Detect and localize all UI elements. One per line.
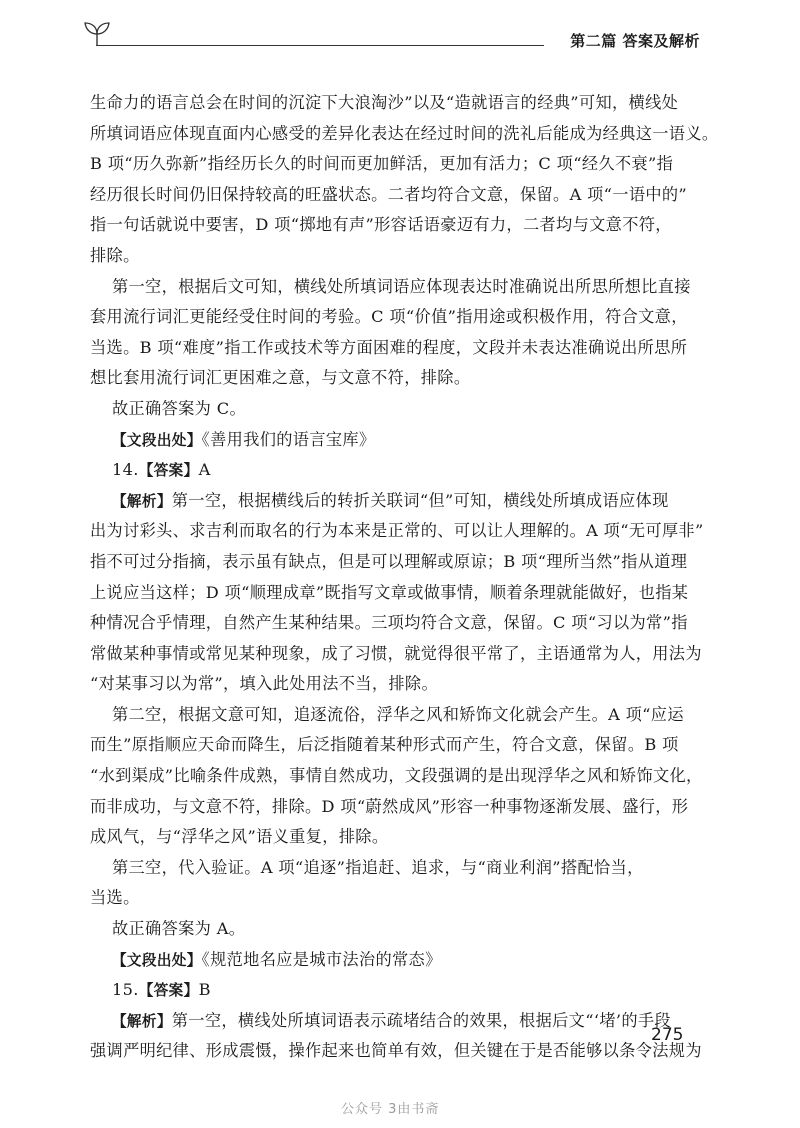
text-segment: 强调严明纪律、形成震慑，操作起来也简单有效，但关键在于是否能够以条令法规为 <box>90 1041 702 1061</box>
text-segment: 经历很长时间仍旧保持较高的旺盛状态。二者均符合文意，保留。A 项“一语中的” <box>90 184 688 204</box>
text-line <box>90 210 702 241</box>
section-label: 【文段出处】 <box>111 431 202 449</box>
text-segment: 当选。B 项“难度”指工作或技术等方面困难的程度，文段并未表达准确说出所思所 <box>90 337 688 357</box>
text-line <box>90 914 702 945</box>
text-line <box>90 669 702 700</box>
text-line <box>90 608 702 639</box>
text-segment: 排除。 <box>90 245 140 265</box>
text-line <box>90 180 702 211</box>
text-segment: A <box>198 460 211 480</box>
text-line <box>90 241 702 272</box>
text-line <box>90 883 702 914</box>
text-segment <box>90 491 112 510</box>
text-segment: 种情况合乎情理，自然产生某种结果。三项均符合文意，保留。C 项“习以为常”指 <box>90 613 688 633</box>
text-segment: 第二空，根据文意可知，追逐流俗，浮华之风和矫饰文化就会产生。A 项“应运 <box>90 704 684 724</box>
text-line <box>90 945 702 976</box>
section-label: 【答案】 <box>138 982 199 1000</box>
section-label: 【文段出处】 <box>111 951 202 969</box>
text-line <box>90 975 702 1006</box>
watermark: 公众号 3由书斋 <box>341 1102 440 1117</box>
text-line <box>90 700 702 731</box>
page-number: 275 <box>651 1025 684 1045</box>
text-segment: 第三空，代入验证。A 项“追逐”指追赶、追求，与“商业利润”搭配恰当， <box>90 857 644 877</box>
leaf-sprout-icon <box>82 20 112 46</box>
header-title: 第二篇 答案及解析 <box>570 32 700 50</box>
text-segment: B 项“历久弥新”指经历长久的时间而更加鲜活，更加有活力；C 项“经久不衰”指 <box>90 154 674 174</box>
text-line <box>90 88 702 119</box>
text-line <box>90 761 702 792</box>
text-segment: 成风气，与“浮华之风”语义重复，排除。 <box>90 827 389 847</box>
text-line <box>90 730 702 761</box>
text-segment: 而非成功，与文意不符，排除。D 项“蔚然成风”形容一种事物逐渐发展、盛行，形 <box>90 796 689 816</box>
text-segment: 所填词语应体现直面内心感受的差异化表达在经过时间的洗礼后能成为经典这一语义。 <box>90 123 719 143</box>
page-header <box>82 18 722 52</box>
text-line <box>90 455 702 486</box>
text-segment: 故正确答案为 A。 <box>90 919 246 939</box>
text-line <box>90 272 702 303</box>
text-segment: 指不可过分指摘，表示虽有缺点，但是可以理解或原谅；B 项“理所当然”指从道理 <box>90 551 688 571</box>
header-rule <box>96 45 544 46</box>
text-segment: 14. <box>90 460 139 480</box>
text-line <box>90 1036 702 1067</box>
text-segment <box>90 1011 112 1030</box>
text-line <box>90 363 702 394</box>
section-label: 【解析】 <box>111 492 172 510</box>
text-line <box>90 394 702 425</box>
text-segment: 出为讨彩头、求吉利而取名的行为本来是正常的、可以让人理解的。A 项“无可厚非” <box>90 521 704 541</box>
text-line <box>90 119 719 150</box>
text-segment: B <box>198 980 211 1000</box>
text-segment: 想比套用流行词汇更困难之意，与文意不符，排除。 <box>90 368 471 388</box>
text-line <box>90 792 702 823</box>
text-line <box>90 822 702 853</box>
text-segment <box>90 950 112 969</box>
text-segment: 当选。 <box>90 888 140 908</box>
text-line <box>90 425 702 456</box>
text-segment: 常做某种事情或常见某种现象，成了习惯，就觉得很平常了，主语通常为人，用法为 <box>90 643 702 663</box>
text-line <box>90 547 702 578</box>
text-segment: 第一空，横线处所填词语表示疏堵结合的效果，根据后文“‘堵’的手段 <box>171 1010 671 1030</box>
section-label: 【答案】 <box>138 462 199 480</box>
text-segment: “水到渠成”比喻条件成熟，事情自然成功，文段强调的是出现浮华之风和矫饰文化， <box>90 766 703 786</box>
text-segment: 套用流行词汇更能经受住时间的考验。C 项“价值”指用途或积极作用，符合文意， <box>90 307 688 327</box>
text-segment: 《规范地名应是城市法治的常态》 <box>201 949 442 969</box>
text-segment: 15. <box>90 980 139 1000</box>
text-line <box>90 1006 702 1037</box>
text-segment: 指一句话就说中要害，D 项“掷地有声”形容话语豪迈有力，二者均与文意不符， <box>90 215 672 235</box>
text-segment: 第一空，根据横线后的转折关联词“但”可知，横线处所填成语应体现 <box>171 490 669 510</box>
text-line <box>90 333 702 364</box>
text-segment: “对某事习以为常”，填入此处用法不当，排除。 <box>90 674 438 694</box>
text-segment: 生命力的语言总会在时间的沉淀下大浪淘沙”以及“造就语言的经典”可知，横线处 <box>90 93 679 112</box>
text-line <box>90 486 702 517</box>
text-line <box>90 578 702 609</box>
text-line <box>90 639 702 670</box>
section-label: 【解析】 <box>111 1012 172 1030</box>
text-line <box>90 853 702 884</box>
text-segment <box>90 430 112 449</box>
text-line <box>90 516 702 547</box>
text-segment: 《善用我们的语言宝库》 <box>201 429 376 449</box>
document-body <box>90 88 719 1067</box>
text-segment: 上说应当这样；D 项“顺理成章”既指写文章或做事情，顺着条理就能做好，也指某 <box>90 582 689 602</box>
text-segment: 第一空，根据后文可知，横线处所填词语应体现表达时准确说出所思所想比直接 <box>90 276 691 296</box>
text-segment: 而生”原指顺应天命而降生，后泛指随着某种形式而产生，符合文意，保留。B 项 <box>90 735 679 755</box>
text-line <box>90 302 702 333</box>
text-segment: 故正确答案为 C。 <box>90 398 246 418</box>
text-line <box>90 149 702 180</box>
